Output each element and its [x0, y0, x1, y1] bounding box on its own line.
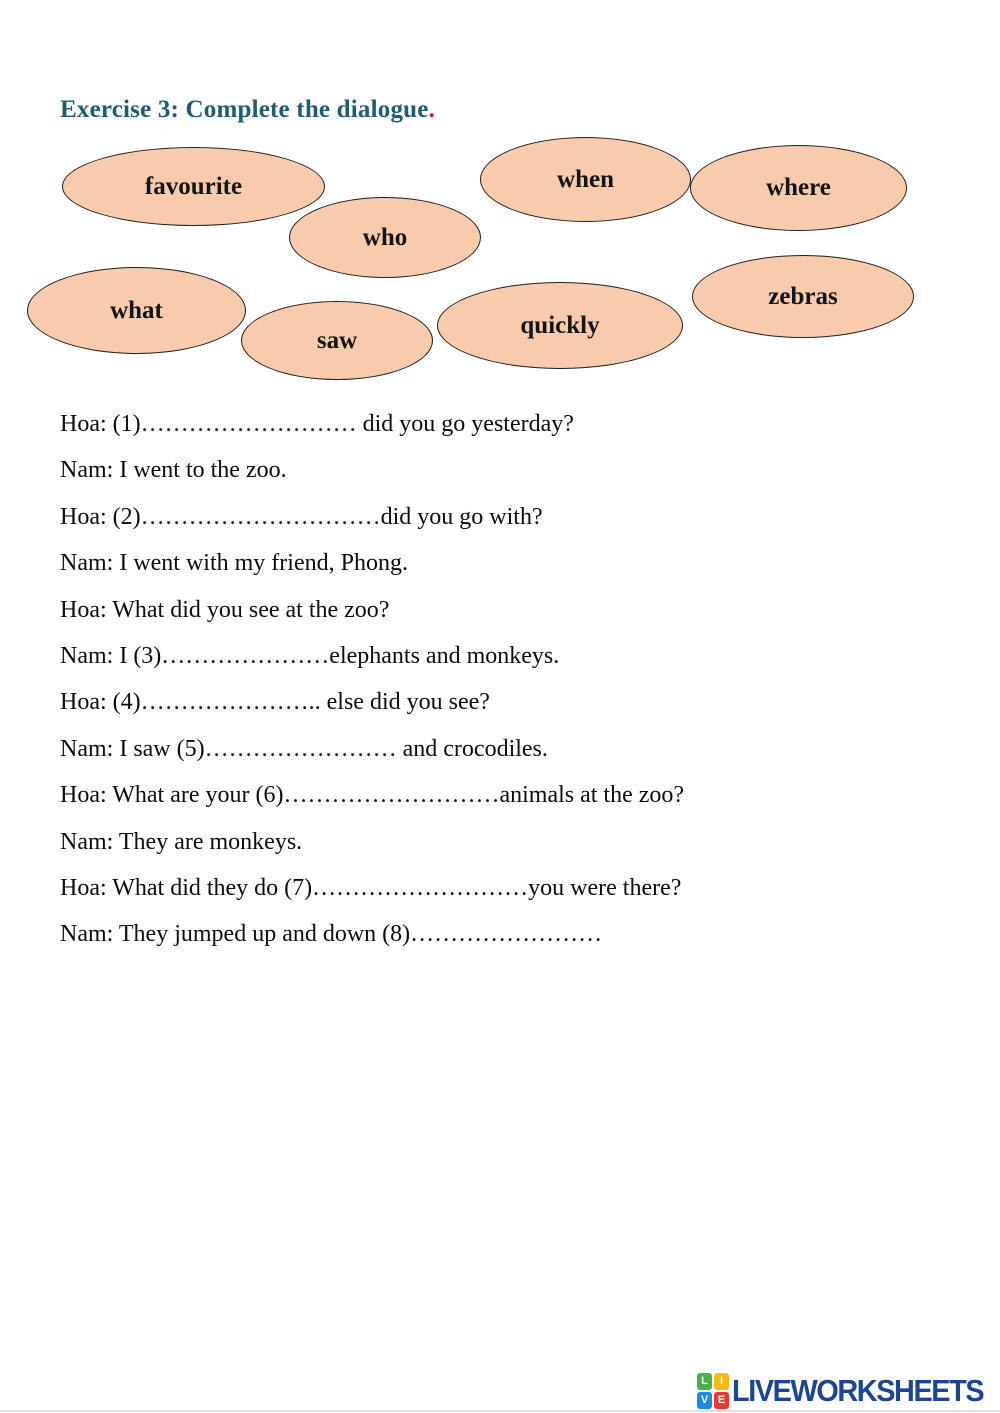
word-label: what — [110, 296, 163, 324]
dialogue-line-12: Nam: They jumped up and down (8)…………………… — [60, 921, 603, 948]
logo-square-i: I — [714, 1373, 729, 1390]
dialogue-line-6: Nam: I (3)…………………elephants and monkeys. — [60, 642, 560, 669]
logo-square-e: E — [714, 1392, 729, 1409]
dialogue-line-1: Hoa: (1)……………………… did you go yesterday? — [60, 411, 574, 437]
dialogue-line-8: Nam: I saw (5)…………………… and crocodiles. — [60, 735, 548, 762]
word-ellipse-who[interactable] — [289, 197, 481, 278]
dialogue-line-10: Nam: They are monkeys. — [60, 828, 303, 855]
word-ellipse-favourite[interactable] — [62, 147, 325, 226]
word-label: where — [766, 174, 831, 201]
exercise-title — [60, 96, 435, 124]
word-label: saw — [316, 326, 358, 354]
dialogue-line-5: Hoa: What did you see at the zoo? — [60, 596, 390, 623]
dialogue-line-2: Nam: I went to the zoo. — [60, 457, 287, 484]
word-label: zebras — [768, 282, 838, 310]
dialogue-line-3: Hoa: (2)…………………………did you go with? — [60, 503, 543, 530]
word-ellipse-zebras[interactable] — [692, 255, 914, 338]
word-ellipse-when[interactable] — [480, 137, 691, 222]
word-ellipse-saw[interactable] — [241, 301, 433, 380]
liveworksheets-logo[interactable] — [697, 1371, 1000, 1411]
word-ellipse-where[interactable] — [690, 145, 907, 231]
dialogue-line-7: Hoa: (4)………………….. else did you see? — [60, 689, 490, 716]
dialogue-line-11: Hoa: What did they do (7)………………………you were there? — [60, 874, 682, 901]
dialogue-line-4: Nam: I went with my friend, Phong. — [60, 550, 408, 577]
word-label: quickly — [520, 311, 600, 339]
page-bottom-edge — [0, 1410, 1000, 1412]
exercise-title-text: Exercise 3: Complete the dialogue — [60, 96, 429, 123]
word-label: who — [362, 223, 408, 251]
word-ellipse-quickly[interactable] — [437, 282, 683, 369]
word-label: favourite — [144, 172, 243, 200]
liveworksheets-wordmark: LIVEWORKSHEETS — [732, 1373, 984, 1408]
exercise-title-period: . — [428, 96, 436, 123]
dialogue-line-9: Hoa: What are your (6)………………………animals at the zoo? — [60, 782, 685, 809]
logo-square-l: L — [697, 1373, 712, 1390]
dialogue-block — [60, 401, 960, 958]
liveworksheets-icon — [697, 1373, 729, 1410]
word-label: when — [557, 165, 614, 193]
logo-square-v: V — [697, 1392, 712, 1409]
word-ellipse-what[interactable] — [27, 267, 246, 354]
